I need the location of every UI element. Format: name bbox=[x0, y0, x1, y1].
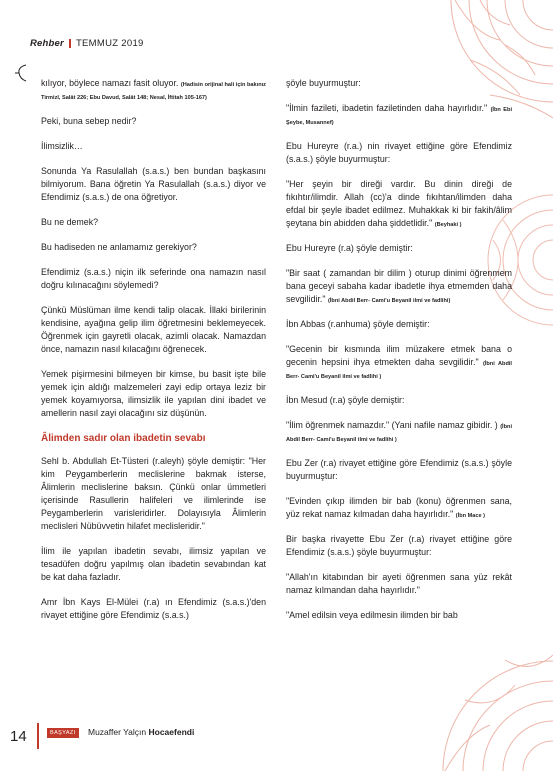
footer-divider bbox=[37, 723, 39, 749]
paragraph bbox=[286, 267, 512, 306]
paragraph bbox=[286, 178, 512, 230]
header-divider bbox=[69, 39, 71, 48]
paragraph: Peki, buna sebep nedir? bbox=[41, 116, 137, 126]
paragraph: şöyle buyurmuştur: bbox=[286, 78, 361, 88]
paragraph: Amr İbn Kays El-Mülei (r.a) ın Efendimiz (s.a.s.)'den rivayet ettiğine göre Efendimiz (s.a.s.) bbox=[41, 597, 266, 620]
paragraph bbox=[286, 419, 512, 445]
citation: (Hadisin orijinal hali için bakınız Tirmizî, Salât 226; Ebu Davud, Salât 148; Nesaî, İftitah 105-167) bbox=[41, 82, 266, 101]
section-tag: BAŞYAZI bbox=[47, 728, 79, 738]
paragraph: Ebu Hureyre (r.a) şöyle demiştir: bbox=[286, 243, 413, 253]
right-column bbox=[286, 77, 512, 634]
quote-text: "Gecenin bir kısmında ilim müzakere etmek bana o gecenin hepsini ihya etmekten daha sevgilidir." bbox=[286, 344, 512, 367]
section-heading: Âlimden sadır olan ibadetin sevabı bbox=[41, 433, 206, 444]
paragraph: İbn Mesud (r.a) şöyle demiştir: bbox=[286, 395, 405, 405]
page-header bbox=[30, 37, 144, 49]
author-name: Muzaffer Yalçın bbox=[88, 727, 147, 737]
citation: (Beyhaki ) bbox=[434, 222, 462, 228]
paragraph bbox=[286, 495, 512, 521]
citation: (İbni Abdil Berr- Cami'u Beyanil ilmi ve fadlihi ) bbox=[286, 424, 512, 443]
paragraph bbox=[286, 102, 512, 128]
paragraph: Bir başka rivayette Ebu Zer (r.a) rivayet ettiğine göre Efendimiz (s.a.s.) şöyle buyurmuştur: bbox=[286, 534, 512, 557]
paragraph: Çünkü Müslüman ilme kendi talip olacak. İllaki birilerinin kendisine, ayağına gelip ilim öğretmesini beklemeyecek. Öğrenmek için gayretli olacak, azimli olacak. Namazdan önce, namazın nasıl kılacağını öğrenecek. bbox=[41, 305, 266, 354]
page-number: 14 bbox=[10, 728, 27, 745]
paragraph: "Allah'ın kitabından bir ayeti öğrenmen sana yüz rekât namaz kılmandan daha hayırlıdır." bbox=[286, 572, 512, 595]
paragraph: Efendimiz (s.a.s.) niçin ilk seferinde ona namazın nasıl doğru kılınacağını söylemedi? bbox=[41, 267, 266, 290]
quote-text: "Bir saat ( zamandan bir dilim ) oturup dinimi öğrenmem bana geceyi sabaha kadar ibadetle ihya etmemden daha sevgilidir." bbox=[286, 268, 512, 304]
paragraph: Sonunda Ya Rasulallah (s.a.s.) ben bundan başkasını bilmiyorum. Bana öğretin Ya Rasulallah (s.a.s.) diyor ve Efendimiz (s.a.s.) de ona öğretiyor. bbox=[41, 166, 266, 202]
paragraph: Bu ne demek? bbox=[41, 217, 99, 227]
mandala-ornament-bottom bbox=[435, 640, 553, 771]
paragraph: "Amel edilsin veya edilmesin ilimden bir bab bbox=[286, 610, 458, 620]
quote-text: "İlim öğrenmek namazdır." (Yani nafile namaz gibidir. ) bbox=[286, 420, 498, 430]
quote-text: "Evinden çıkıp ilimden bir bab (konu) öğrenmen sana, yüz rekat namaz kılmadan daha hayırlıdır." bbox=[286, 496, 512, 519]
paragraph bbox=[286, 343, 512, 382]
citation: (İbn Ebi Şeybe, Musannef) bbox=[286, 107, 512, 126]
paragraph: Sehl b. Abdullah Et-Tüsteri (r.aleyh) şöyle demiştir: "Her kim Peygamberlerin meclislerine bakmak isterse, Âlimlerin meclislerine baksın. Çünkü onlar ümmetleri içerisinde Rasullerin halifeleri ve ilimlerinde ise Peygamberlerin varisleridirler. Dolayısıyla Âlimlerin meclisleri Nübüvvetin hilafet meclisleridir." bbox=[41, 456, 266, 531]
issue-date: TEMMUZ 2019 bbox=[75, 37, 144, 49]
paragraph-text: kılıyor, böylece namazı fasit oluyor. bbox=[41, 78, 179, 88]
quote-text: "Her şeyin bir direği vardır. Bu dinin direği de fıkıhtır/ilimdir. Allah (cc)'a dinde fıkıhtan/ilimden daha efdal bir şeyle ibadet edilmez. Muhakkak ki bir fakih/âlim şeytana bin abidden daha şiddetlidir." bbox=[286, 179, 512, 228]
quote-text: "İlmin fazileti, ibadetin faziletinden daha hayırlıdır." bbox=[286, 103, 488, 113]
paragraph: İbn Abbas (r.anhuma) şöyle demiştir: bbox=[286, 319, 430, 329]
paragraph: Ebu Zer (r.a) rivayet ettiğine göre Efendimiz (s.a.s.) şöyle buyurmuştur: bbox=[286, 458, 512, 481]
author-byline bbox=[88, 727, 194, 737]
paragraph: Yemek pişirmesini bilmeyen bir kimse, bu basit işte bile yemek için aldığı malzemeleri zayi edip ortaya leziz bir yemek koyamıyorsa, ilimsizlik ile yapılan dini ibadet ve amellerin nasıl zayi olacağını siz düşünün. bbox=[41, 369, 266, 418]
citation: (İbni Abdil Berr- Cami'u Beyanil ilmi ve fadlihi ) bbox=[286, 361, 512, 380]
paragraph: Bu hadiseden ne anlamamız gerekiyor? bbox=[41, 242, 197, 252]
citation: (İbn Mace ) bbox=[455, 513, 486, 519]
magazine-brand: Rehber bbox=[30, 37, 64, 49]
paragraph bbox=[41, 77, 266, 103]
paragraph: İlimsizlik… bbox=[41, 141, 83, 151]
citation: (İbni Abdil Berr- Cami'u Beyanil ilmi ve fadlihi) bbox=[327, 298, 451, 304]
paragraph: İlim ile yapılan ibadetin sevabı, ilimsiz yapılan ve tesadüfen doğru yapılmış olan ibadetin sevabından kat be kat daha fazladır. bbox=[41, 546, 266, 582]
left-column bbox=[41, 77, 266, 634]
paragraph: Ebu Hureyre (r.a.) nin rivayet ettiğine göre Efendimiz (s.a.s.) şöyle buyurmuştur: bbox=[286, 141, 512, 164]
author-title: Hocaefendi bbox=[148, 727, 195, 737]
page-footer bbox=[0, 720, 553, 744]
flourish-icon bbox=[14, 63, 28, 83]
